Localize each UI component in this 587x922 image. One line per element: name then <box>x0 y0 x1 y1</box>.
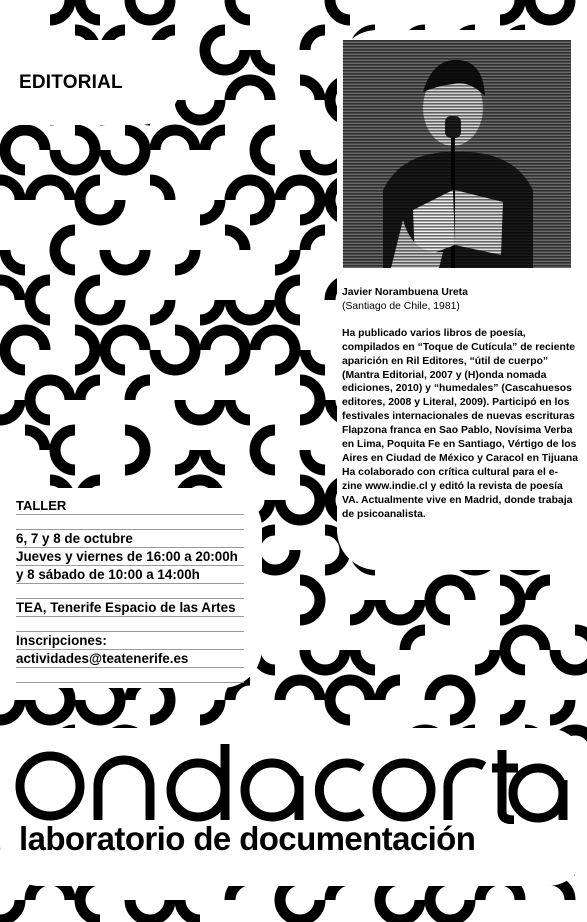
editorial-label: EDITORIAL <box>19 72 123 93</box>
pattern-arc <box>200 300 220 320</box>
pattern-arc <box>200 200 220 220</box>
pattern-arc <box>530 0 570 20</box>
pattern-arc <box>430 880 470 920</box>
pattern-arc <box>405 630 425 650</box>
pattern-arc <box>500 0 520 20</box>
taller-heading: TALLER <box>16 497 244 515</box>
pattern-arc <box>280 180 320 220</box>
pattern-arc <box>255 430 275 470</box>
pattern-arc <box>230 180 270 220</box>
pattern-arc <box>130 900 170 920</box>
pattern-arc <box>330 680 370 720</box>
subtitle: laboratorio de documentación <box>19 820 476 857</box>
pattern-arc <box>350 600 370 620</box>
pattern-arc <box>80 180 120 220</box>
pattern-arc <box>130 380 150 400</box>
pattern-arc <box>150 180 170 200</box>
taller-dates: 6, 7 y 8 de octubre <box>16 530 244 548</box>
pattern-arc <box>0 400 20 420</box>
pattern-arc <box>105 130 145 170</box>
author-reading-photo-icon <box>343 40 571 268</box>
pattern-arc <box>30 180 70 200</box>
pattern-arc <box>300 580 320 620</box>
pattern-arc <box>255 50 275 70</box>
pattern-arc <box>475 650 495 670</box>
pattern-arc <box>305 30 325 50</box>
pattern-arc <box>80 880 100 920</box>
taller-schedule-saturday: y 8 sábado de 10:00 a 14:00h <box>16 566 244 584</box>
pattern-arc <box>300 380 320 420</box>
pattern-arc <box>380 600 420 620</box>
pattern-arc <box>280 280 300 320</box>
pattern-arc <box>230 0 270 20</box>
pattern-arc <box>225 230 245 250</box>
pattern-arc <box>280 480 320 520</box>
pattern-arc <box>5 330 45 370</box>
pattern-arc <box>175 250 195 270</box>
pattern-arc <box>550 700 570 720</box>
pattern-arc <box>25 430 45 450</box>
pattern-arc <box>55 230 75 270</box>
taller-details <box>16 497 244 683</box>
pattern-arc <box>80 380 100 400</box>
divider <box>16 668 244 683</box>
taller-schedule-weekdays: Jueves y viernes de 16:00 a 20:00h <box>16 548 244 566</box>
pattern-arc <box>430 680 470 720</box>
pattern-arc <box>380 680 400 700</box>
pattern-arc <box>125 430 145 470</box>
registration-email[interactable]: actividades@teatenerife.es <box>16 650 244 668</box>
pattern-arc <box>105 330 145 370</box>
pattern-arc <box>80 280 120 320</box>
pattern-arc <box>180 400 220 420</box>
pattern-arc <box>0 180 20 220</box>
divider <box>16 515 244 530</box>
pattern-arc <box>155 330 195 370</box>
pattern-arc <box>30 280 50 320</box>
pattern-arc <box>275 250 295 270</box>
pattern-arc <box>280 680 320 700</box>
pattern-arc <box>280 880 320 920</box>
pattern-arc <box>205 450 225 470</box>
pattern-arc <box>305 650 345 670</box>
pattern-arc <box>230 300 270 320</box>
pattern-arc <box>180 900 200 920</box>
pattern-arc <box>355 650 375 670</box>
pattern-arc <box>205 30 245 70</box>
pattern-arc <box>105 250 145 270</box>
pattern-arc <box>305 350 325 370</box>
author-photo <box>343 40 571 268</box>
pattern-arc <box>0 700 20 720</box>
pattern-arc <box>80 0 100 20</box>
divider <box>16 617 244 632</box>
pattern-arc <box>205 130 225 150</box>
pattern-arc <box>0 280 20 300</box>
pattern-arc <box>55 430 75 470</box>
taller-venue: TEA, Tenerife Espacio de las Artes <box>16 599 244 617</box>
author-name: Javier Norambuena Ureta <box>342 287 468 298</box>
pattern-arc <box>255 330 295 370</box>
author-bio: Ha publicado varios libros de poesía, compilados en “Toque de Cutícula” de reciente aparición en Ril Editores, “útil de cuerpo” (Mantra Editorial, 2007 y (H)onda nomada ediciones, 2010) y “humedales” (Cascahuesos editores, 2008 y Literal, 2009). Participó en los festivales internacionales de nuevas escrituras Flapzona franca en Sao Pablo, Novísima Verba en Lima, Poquita Fe en Santiago, Vértigo de los Aires en Ciudad de México y Caracol en Tijuana Ha colaborado con crítica cultural para el e-zine www.indie.cl y editó la revista de poesía VA. Actualmente vive en Madrid, donde trabaja de psicoanalista. <box>342 327 578 520</box>
pattern-arc <box>0 880 20 920</box>
pattern-arc <box>330 0 350 20</box>
pattern-arc <box>300 80 320 100</box>
pattern-arc <box>180 100 220 120</box>
pattern-arc <box>5 130 45 170</box>
registration-label: Inscripciones: <box>16 632 244 650</box>
pattern-arc <box>380 880 420 920</box>
pattern-arc <box>305 230 325 250</box>
divider <box>16 584 244 599</box>
pattern-arc <box>55 130 95 170</box>
pattern-arc <box>305 450 325 470</box>
pattern-arc <box>255 130 275 170</box>
pattern-arc <box>530 580 550 600</box>
bio-block <box>342 286 578 522</box>
pattern-arc <box>75 330 95 370</box>
pattern-arc <box>230 400 250 420</box>
pattern-arc <box>505 630 545 670</box>
pattern-arc <box>50 0 70 20</box>
pattern-arc <box>175 450 195 470</box>
pattern-arc <box>205 330 245 370</box>
pattern-arc <box>30 380 70 420</box>
pattern-arc <box>5 250 25 270</box>
pattern-arc <box>155 130 195 150</box>
ondacorta-logo <box>14 738 574 824</box>
author-origin: (Santiago de Chile, 1981) <box>342 300 460 312</box>
pattern-arc <box>200 700 220 720</box>
pattern-arc <box>500 700 520 720</box>
pattern-arc <box>430 580 470 620</box>
pattern-arc <box>130 0 170 20</box>
pattern-arc <box>150 300 170 320</box>
pattern-arc <box>555 630 587 670</box>
pattern-arc <box>230 80 270 100</box>
pattern-arc <box>500 580 520 620</box>
